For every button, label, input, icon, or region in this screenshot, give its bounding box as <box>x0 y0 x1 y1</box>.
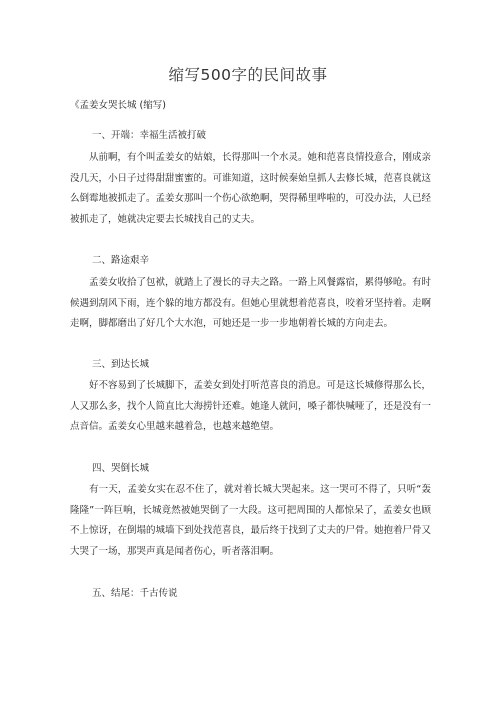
section-heading-4: 四、哭倒长城 <box>92 463 150 474</box>
section-heading-3: 三、到达长城 <box>92 359 150 370</box>
section-paragraph-4: 有一天，孟姜女实在忍不住了，就对着长城大哭起来。这一哭可不得了，只听“轰隆隆”一阵巨响，长城竟然被她哭倒了一大段。这可把周围的人都惊呆了，孟姜女也顾不上惊讶，在倒塌的城墙下到处找范喜良，最后终于找到了丈夫的尸骨。她抱着尸骨又大哭了一场，那哭声真是闻者伤心，听者落泪啊。 <box>70 484 432 557</box>
document-subtitle: 《孟姜女哭长城 (缩写) <box>70 100 166 111</box>
section-heading-2: 二、路途艰辛 <box>92 255 150 266</box>
section-heading-1: 一、开端：幸福生活被打破 <box>92 130 207 141</box>
section-paragraph-3: 好不容易到了长城脚下，孟姜女到处打听范喜良的消息。可是这长城修得那么长，人又那么多，找个人简直比大海捞针还难。她逢人就问，嗓子都快喊哑了，还是没有一点音信。孟姜女心里越来越着急，也越来越绝望。 <box>70 380 432 432</box>
section-paragraph-1: 从前啊，有个叫孟姜女的姑娘，长得那叫一个水灵。她和范喜良情投意合，刚成亲没几天，小日子过得甜甜蜜蜜的。可谁知道，这时候秦始皇抓人去修长城，范喜良就这么倒霉地被抓走了。孟姜女那叫一个伤心欲绝啊，哭得稀里哗啦的，可没办法，人已经被抓走了，她就决定要去长城找自己的丈夫。 <box>70 152 432 225</box>
section-heading-5: 五、结尾：千古传说 <box>92 588 178 599</box>
page-title: 缩写500字的民间故事 <box>168 66 328 84</box>
section-paragraph-2: 孟姜女收拾了包袱，就踏上了漫长的寻夫之路。一路上风餐露宿，累得够呛。有时候遇到刮风下雨，连个躲的地方都没有。但她心里就想着范喜良，咬着牙坚持着。走啊走啊，脚都磨出了好几个大水泡，可她还是一步一步地朝着长城的方向走去。 <box>70 277 432 329</box>
